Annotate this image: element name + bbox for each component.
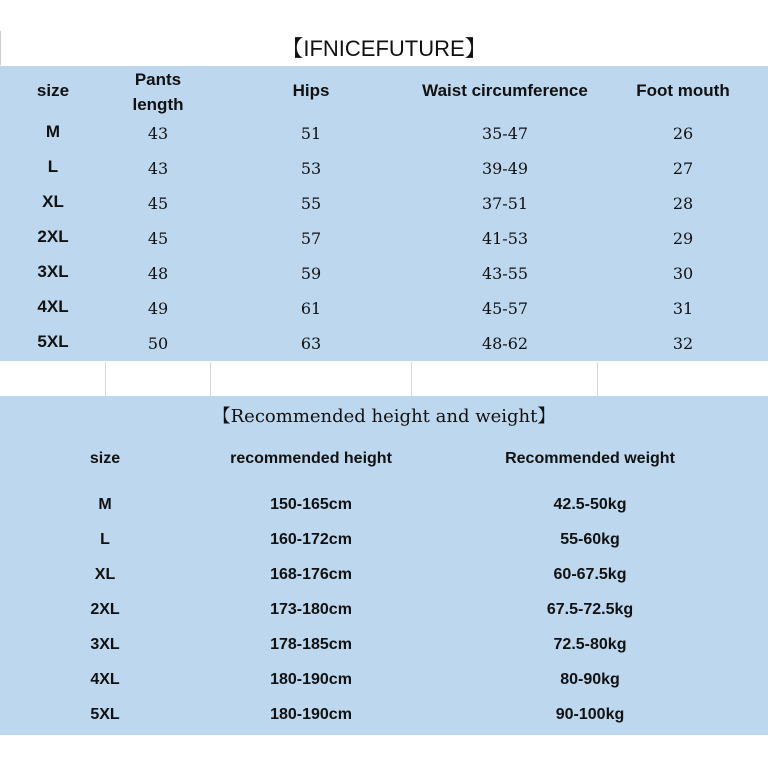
spacer-cell-divider (411, 362, 412, 396)
size-chart-cell-waist: 35-47 (481, 124, 529, 143)
size-chart-cell-size: M (45, 122, 61, 141)
recommendation-header-weight: Recommended weight (505, 450, 675, 467)
recommendation-cell-weight: 67.5-72.5kg (546, 601, 634, 618)
size-chart-cell-foot-mouth: 29 (672, 229, 694, 248)
size-chart-cell-hips: 63 (300, 334, 322, 353)
size-chart-cell-waist: 43-55 (481, 264, 529, 283)
size-chart-cell-foot-mouth: 31 (672, 299, 694, 318)
recommendation-cell-size: 3XL (90, 636, 120, 653)
size-chart-cell-foot-mouth: 28 (672, 194, 694, 213)
recommendation-cell-height: 178-185cm (270, 636, 352, 653)
size-chart-cell-size: 3XL (37, 262, 69, 281)
size-chart-cell-foot-mouth: 26 (672, 124, 694, 143)
size-chart-cell-pants-length: 45 (147, 194, 169, 213)
brand-title: 【IFNICEFUTURE】 (281, 36, 487, 61)
size-chart-cell-pants-length: 50 (147, 334, 169, 353)
recommendation-cell-weight: 60-67.5kg (553, 566, 627, 583)
recommendation-cell-weight: 42.5-50kg (553, 496, 627, 513)
size-chart-header-hips: Hips (292, 81, 330, 100)
size-chart-cell-foot-mouth: 27 (672, 159, 694, 178)
recommendation-cell-height: 180-190cm (270, 671, 352, 688)
recommendation-cell-size: M (98, 496, 112, 513)
size-chart-cell-size: XL (42, 192, 64, 211)
size-chart-header-size: size (36, 81, 70, 100)
spacer-cell-divider (210, 362, 211, 396)
recommendation-cell-height: 160-172cm (270, 531, 352, 548)
size-chart-cell-pants-length: 43 (147, 159, 169, 178)
recommendation-cell-height: 168-176cm (270, 566, 352, 583)
recommendation-cell-weight: 55-60kg (560, 531, 620, 548)
size-chart-cell-waist: 48-62 (481, 334, 529, 353)
spacer-cell-divider (105, 362, 106, 396)
size-chart-header-pants-length: Pants length (132, 70, 184, 114)
spacer-row (0, 362, 768, 396)
recommendation-header-height: recommended height (230, 450, 392, 467)
size-chart-cell-waist: 37-51 (481, 194, 529, 213)
size-chart-cell-size: 4XL (37, 297, 69, 316)
recommendation-header-size: size (89, 450, 121, 467)
size-chart-cell-size: L (47, 157, 59, 176)
size-chart-cell-waist: 45-57 (481, 299, 529, 318)
size-chart-cell-pants-length: 48 (147, 264, 169, 283)
size-chart-header-waist: Waist circumference (422, 81, 588, 100)
size-chart-cell-waist: 39-49 (481, 159, 529, 178)
recommendation-cell-size: XL (94, 566, 116, 583)
recommendation-cell-size: L (100, 531, 110, 548)
size-chart-cell-hips: 53 (300, 159, 322, 178)
size-chart-cell-pants-length: 45 (147, 229, 169, 248)
size-chart-cell-hips: 61 (300, 299, 322, 318)
size-chart-cell-pants-length: 49 (147, 299, 169, 318)
size-chart-cell-foot-mouth: 32 (672, 334, 694, 353)
recommendation-cell-size: 2XL (90, 601, 120, 618)
size-chart-cell-foot-mouth: 30 (672, 264, 694, 283)
recommendation-cell-height: 180-190cm (270, 706, 352, 723)
recommendation-cell-height: 173-180cm (270, 601, 352, 618)
size-chart-cell-hips: 57 (300, 229, 322, 248)
size-chart-cell-pants-length: 43 (147, 124, 169, 143)
size-chart-cell-size: 5XL (37, 332, 69, 351)
recommendation-cell-weight: 80-90kg (560, 671, 620, 688)
recommendation-cell-size: 4XL (90, 671, 120, 688)
spacer-cell-divider (597, 362, 598, 396)
size-chart-cell-size: 2XL (37, 227, 69, 246)
recommendation-title: 【Recommended height and weight】 (212, 406, 556, 427)
size-chart-cell-hips: 51 (300, 124, 322, 143)
recommendation-cell-weight: 72.5-80kg (553, 636, 627, 653)
size-chart-cell-waist: 41-53 (481, 229, 529, 248)
recommendation-cell-size: 5XL (90, 706, 120, 723)
recommendation-cell-weight: 90-100kg (555, 706, 625, 723)
size-chart-header-foot-mouth: Foot mouth (636, 81, 730, 100)
size-chart-cell-hips: 55 (300, 194, 322, 213)
recommendation-cell-height: 150-165cm (270, 496, 352, 513)
size-chart-cell-hips: 59 (300, 264, 322, 283)
